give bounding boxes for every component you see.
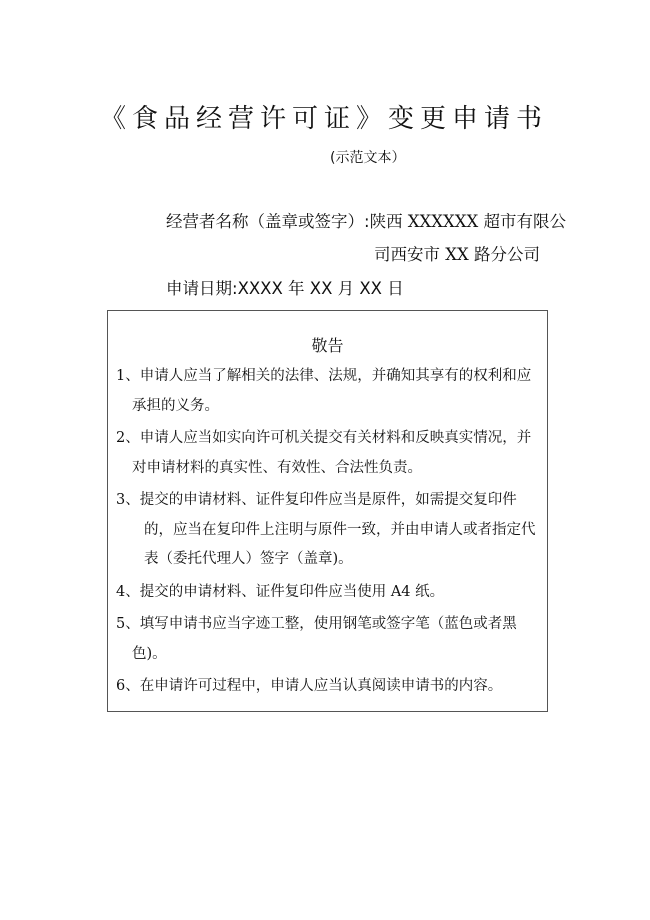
date-label: 申请日期:	[166, 279, 238, 298]
document-title: 《食品经营许可证》变更申请书	[100, 104, 549, 134]
operator-label: 经营者名称（盖章或签字）:	[166, 212, 370, 231]
notice-item: 5、填写申请书应当字迹工整，使用钢笔或签字笔（蓝色或者黑色)。	[116, 616, 517, 662]
notice-item: 3、提交的申请材料、证件复印件应当是原件，如需提交复印件的，应当在复印件上注明与原件一致，并由申请人或者指定代表（委托代理人）签字（盖章)。	[116, 492, 536, 567]
operator-name-line2: 司西安市 XX 路分公司	[374, 245, 540, 264]
notice-box	[107, 310, 548, 712]
notice-item: 4、提交的申请材料、证件复印件应当使用 A4 纸。	[116, 583, 445, 600]
operator-field	[166, 205, 596, 271]
application-date	[166, 275, 404, 299]
notice-list	[116, 362, 544, 705]
notice-item: 1、申请人应当了解相关的法律、法规，并确知其享有的权利和应承担的义务。	[116, 368, 532, 414]
operator-name-line1: 陕西 XXXXXX 超市有限公	[369, 212, 567, 231]
notice-item: 6、在申请许可过程中，申请人应当认真阅读申请书的内容。	[116, 678, 503, 694]
notice-title: 敬告	[311, 336, 344, 355]
document-subtitle: (示范文本）	[330, 150, 406, 166]
date-value: XXXX 年 XX 月 XX 日	[237, 279, 404, 298]
notice-item: 2、申请人应当如实向许可机关提交有关材料和反映真实情况，并对申请材料的真实性、有效性、合法性负责。	[116, 430, 532, 476]
